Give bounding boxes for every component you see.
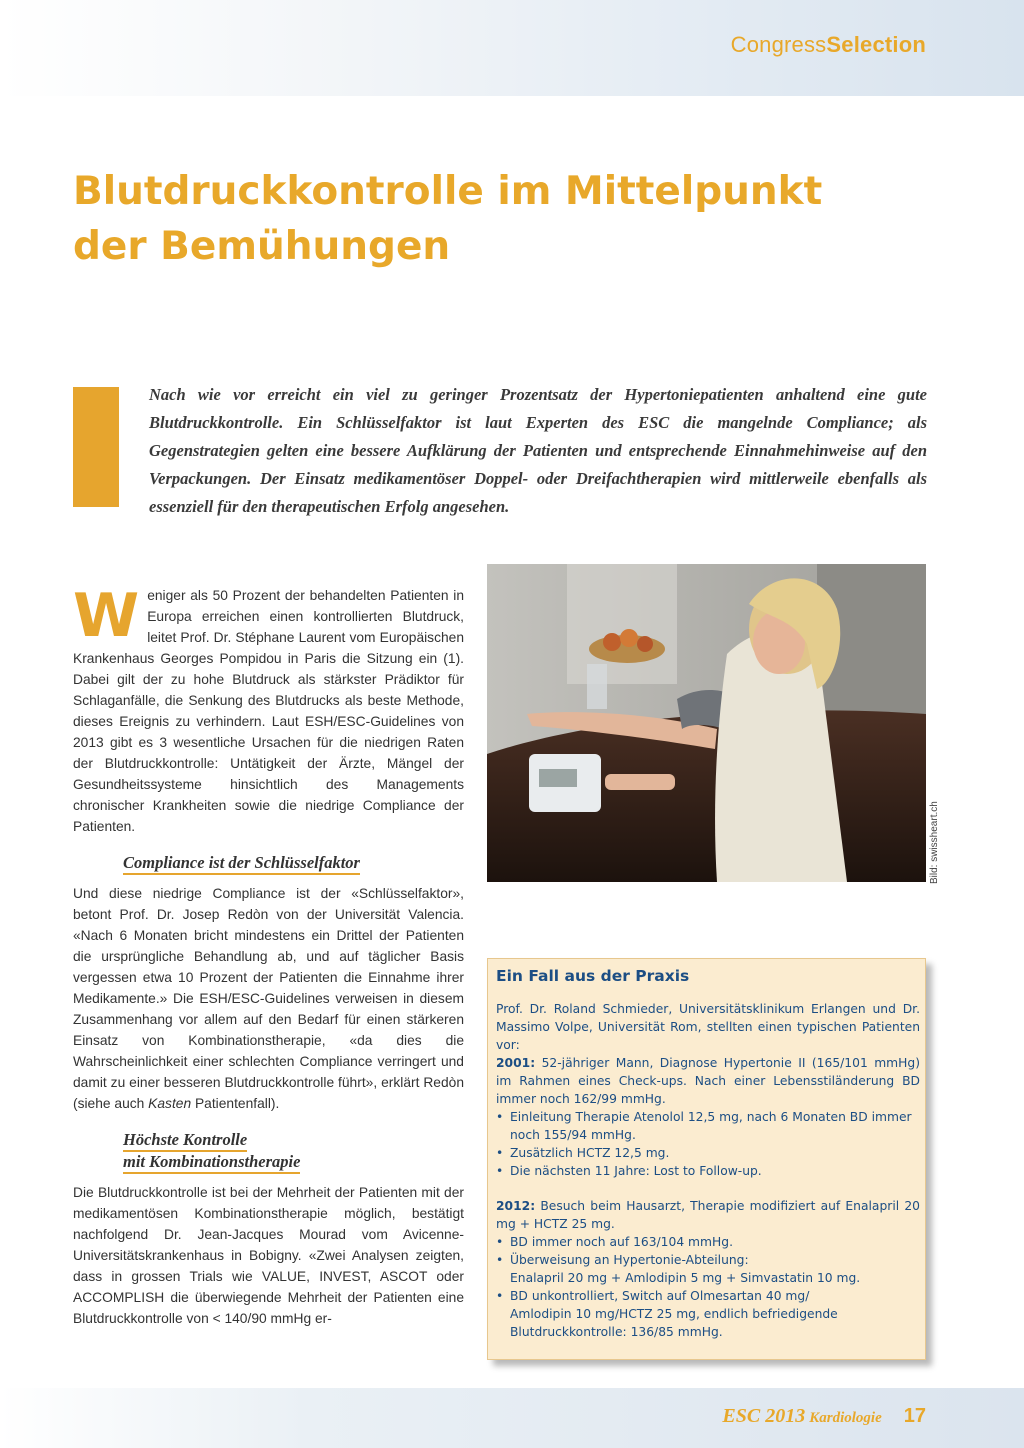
paragraph-2: Und diese niedrige Compliance ist der «Schlüsselfaktor», betont Prof. Dr. Josep Redòn von der Universität Valencia. «Nach 6 Monaten bricht mindestens ein Drittel der Patienten die ursprüngliche Behandlung ab, und auf täglicher Basis vergessen etwa 10 Prozent der Patienten die Einnahme ihrer Medikamente.» Die ESH/ESC-Guidelines verweisen in diesem Zusammenhang vor allem auf den Bedarf für einen stärkeren Einsatz von Kombinationstherapie, «da dies die Wahrscheinlichkeit einer schlechten Compliance verringert und damit zu einer besseren Blutdruckkontrolle führt», erklärt Redòn (siehe auch Kasten Patientenfall). <box>73 886 464 1111</box>
section-label: CongressSelection <box>730 32 926 57</box>
list-item: • BD immer noch auf 163/104 mmHg. <box>496 1233 920 1251</box>
subheading-compliance: Compliance ist der Schlüsselfaktor <box>123 853 464 875</box>
footer-kardiologie: Kardiologie <box>809 1410 882 1426</box>
list-item: • Einleitung Therapie Atenolol 12,5 mg, nach 6 Monaten BD immer noch 155/94 mmHg. <box>496 1108 920 1144</box>
case-box <box>487 958 926 1360</box>
paragraph-3: Die Blutdruckkontrolle ist bei der Mehrheit der Patienten mit der medikamentösen Kombinationstherapie möglich, bestätigt nachfolgend Dr. Jean-Jacques Mourad vom Avicenne-Universitätskrankenhaus in Bobigny. «Zwei Analysen zeigten, dass in grossen Trials wie VALUE, INVEST, ASCOT oder ACCOMPLISH die überwiegende Mehrheit der Patienten eine Blutdruckkontrolle von < 140/90 mmHg er- <box>73 1185 464 1326</box>
list-item: • Die nächsten 11 Jahre: Lost to Follow-up. <box>496 1162 920 1180</box>
case-2012: 2012: Besuch beim Hausarzt, Therapie modifiziert auf Enalapril 20 mg + HCTZ 25 mg. <box>496 1199 920 1231</box>
list-item: • BD unkontrolliert, Switch auf Olmesartan 40 mg/ Amlodipin 10 mg/HCTZ 25 mg, endlich befriedigende Blutdruckkontrolle: 136/85 mmHg. <box>496 1287 920 1341</box>
drop-cap: W <box>73 581 140 651</box>
lead-accent-bar <box>73 387 119 507</box>
case-2012-list <box>496 1233 920 1341</box>
page-number: 17 <box>903 1405 926 1427</box>
subheading-kombination: Höchste Kontrolle mit Kombinationstherapie <box>123 1130 464 1174</box>
title-line-2: der Bemühungen <box>73 224 451 269</box>
photo-credit: Bild: swissheart.ch <box>929 801 940 884</box>
paragraph-1: Weniger als 50 Prozent der behandelten Patienten in Europa erreichen einen kontrollierten Blutdruck, leitet Prof. Dr. Stéphane Laurent vom Europäischen Krankenhaus Georges Pompidou in Paris die Sitzung ein (1). Dabei gilt der zu hohe Blutdruck als stärkster Prädiktor für Schlaganfälle, die Senkung des Blutdrucks als beste Methode, dieses Ereignis zu verhindern. Laut ESH/ESC-Guidelines von 2013 gibt es 3 wesentliche Ursachen für die niedrigen Raten der Blutdruckkontrolle: Untätigkeit der Ärzte, Mängel der Gesundheitssysteme hinsichtlich des Managements chronischer Krankheiten sowie die niedrige Compliance der Patienten. <box>73 581 464 834</box>
case-box-intro: Prof. Dr. Roland Schmieder, Universitätsklinikum Erlangen und Dr. Massimo Volpe, Universität Rom, stellten einen typischen Patienten vor: <box>496 1002 920 1052</box>
list-item: • Zusätzlich HCTZ 12,5 mg. <box>496 1144 920 1162</box>
case-2001-list <box>496 1108 920 1180</box>
title-line-1: Blutdruckkontrolle im Mittelpunkt <box>73 169 823 214</box>
case-box-title: Ein Fall aus der Praxis <box>496 967 690 985</box>
footer-esc: ESC 2013 <box>722 1405 806 1427</box>
article-title <box>73 164 953 274</box>
list-item: • Überweisung an Hypertonie-Abteilung: Enalapril 20 mg + Amlodipin 5 mg + Simvastatin 10 mg. <box>496 1251 920 1287</box>
photo-blood-pressure-measurement <box>487 564 926 882</box>
article-column <box>73 581 464 1329</box>
page-footer <box>722 1405 926 1428</box>
lead-paragraph: Nach wie vor erreicht ein viel zu geringer Prozentsatz der Hypertoniepatienten anhaltend eine gute Blutdruckkontrolle. Ein Schlüsselfaktor ist laut Experten des ESC die mangelnde Compliance; als Gegenstrategien gelten eine bessere Aufklärung der Patienten und entsprechende Einnahmehinweise auf den Verpackungen. Der Einsatz medikamentöser Doppel- oder Dreifachtherapien wird mittlerweile ebenfalls als essenziell für den therapeutischen Erfolg angesehen. <box>149 385 927 516</box>
photo-illustration <box>487 564 926 882</box>
case-2001: 2001: 52-jähriger Mann, Diagnose Hypertonie II (165/101 mmHg) im Rahmen eines Check-ups. Nach einer Lebensstiländerung BD immer noch 162/99 mmHg. <box>496 1056 920 1106</box>
